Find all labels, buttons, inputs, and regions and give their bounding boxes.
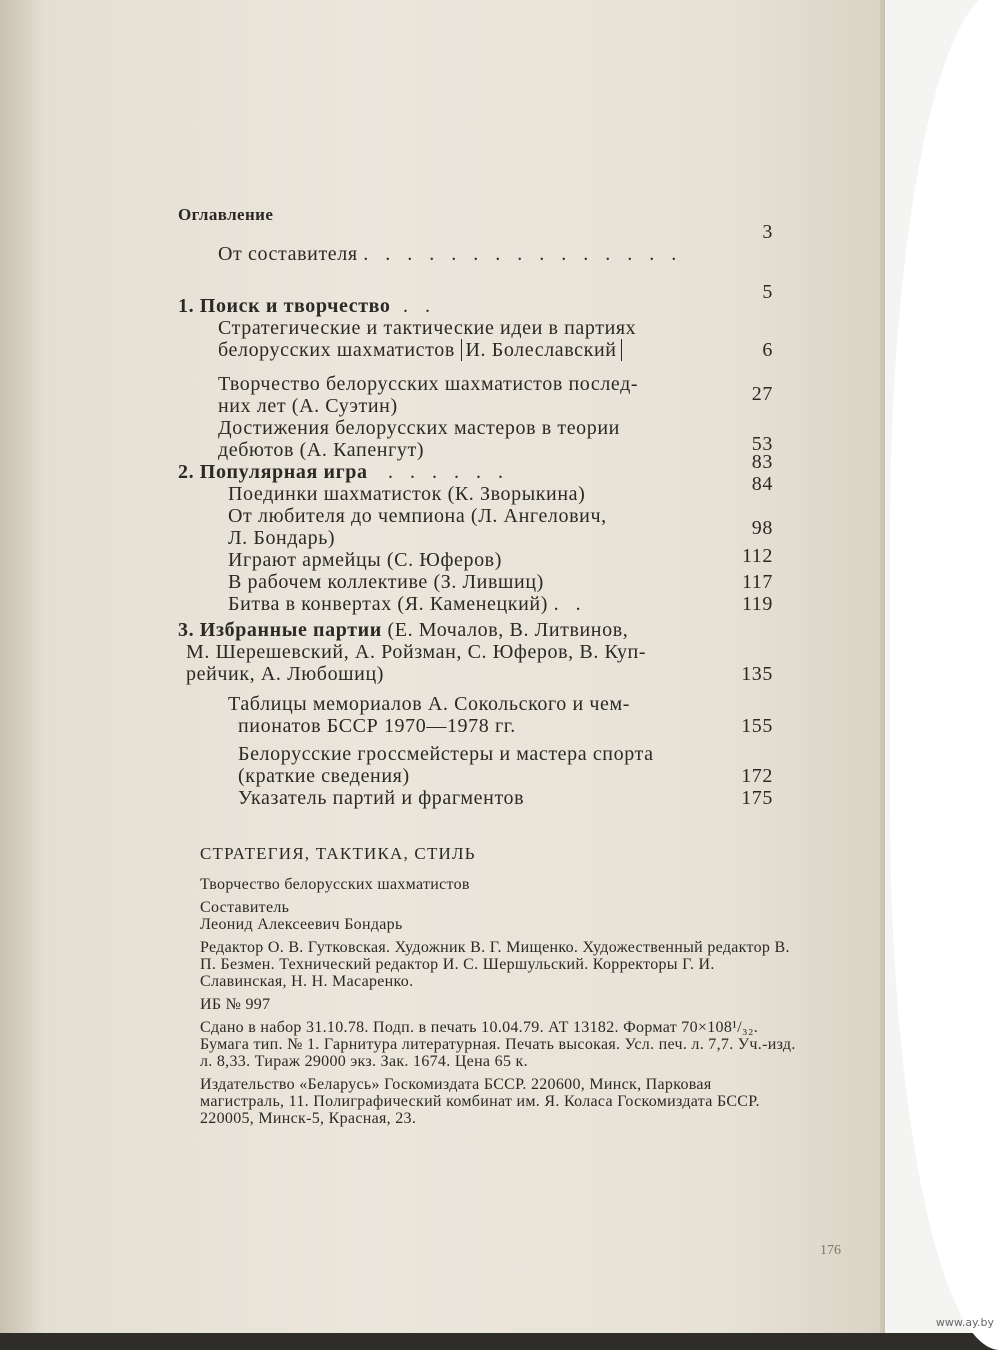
- toc-title: Оглавление: [178, 205, 274, 224]
- toc-entry: Таблицы мемориалов А. Сокольского и чем-: [228, 693, 631, 715]
- toc-entry: Стратегические и тактические идеи в партиях: [218, 317, 637, 339]
- print-info: Сдано в набор 31.10.78. Подп. в печать 10.04.79. АТ 13182. Формат 70×108¹/₃₂. Бумага тип. № 1. Гарнитура литературная. Печать высокая. Усл. печ. л. 7,7. Уч.-изд. л. 8,33. Тираж 29000 экз. Зак. 1674. Цена 65 к.: [200, 1019, 796, 1070]
- toc-section-3-authors: М. Шерешевский, А. Ройзман, С. Юферов, В. Куп-: [186, 641, 647, 663]
- toc-entry: Белорусские гроссмейстеры и мастера спорта: [238, 743, 654, 765]
- toc-entry: (краткие сведения) 172: [238, 765, 773, 787]
- toc-entry: них лет (А. Суэтин) 27: [218, 383, 773, 417]
- toc-entry: Достижения белорусских мастеров в теории: [218, 417, 620, 439]
- page-number: 176: [820, 1243, 841, 1258]
- toc-section-3: 3. Избранные партии (Е. Мочалов, В. Литвинов,: [178, 619, 629, 641]
- ib-number: ИБ № 997: [200, 996, 271, 1013]
- toc-section-2: 2. Популярная игра . . . . . . 83: [178, 451, 773, 483]
- toc-entry: дебютов (А. Капенгут) 53: [218, 433, 773, 461]
- toc-entry: Л. Бондарь) 98: [228, 517, 773, 549]
- toc-entry: Битва в конвертах (Я. Каменецкий) . . 119: [228, 593, 773, 615]
- toc-entry: Указатель партий и фрагментов 175: [238, 787, 773, 809]
- imprint-block: [200, 845, 800, 1133]
- book-title: СТРАТЕГИЯ, ТАКТИКА, СТИЛЬ: [200, 844, 476, 863]
- toc-entry: Поединки шахматисток (К. Зворыкина) 84: [228, 473, 773, 505]
- toc-entry-foreword: От составителя . . . . . . . . . . . . . . . 3: [218, 221, 773, 265]
- book-subtitle: Творчество белорусских шахматистов: [200, 876, 470, 893]
- toc-entry: Играют армейцы (С. Юферов) 112: [228, 545, 773, 571]
- editors-credits: Редактор О. В. Гутковская. Художник В. Г. Мищенко. Художественный редактор В. П. Безмен. Технический редактор И. С. Шершульский. Корректоры Г. И. Славинская, Н. Н. Масаренко.: [200, 939, 790, 990]
- publisher-info: Издательство «Беларусь» Госкомиздата БССР. 220600, Минск, Парковая магистраль, 11. Полиграфический комбинат им. Я. Коласа Госкомиздата БССР. 220005, Минск-5, Красная, 23.: [200, 1076, 760, 1127]
- toc-section-1: 1. Поиск и творчество . . 5: [178, 281, 773, 317]
- toc-entry: пионатов БССР 1970—1978 гг. 155: [238, 715, 773, 737]
- table-of-contents: [178, 205, 773, 809]
- toc-entry: От любителя до чемпиона (Л. Ангелович,: [228, 505, 607, 527]
- toc-entry: Творчество белорусских шахматистов послед-: [218, 373, 639, 395]
- toc-entry: белорусских шахматистов И. Болеславский 6: [218, 339, 773, 361]
- toc-section-3-authors: рейчик, А. Любошиц) 135: [186, 663, 773, 685]
- watermark: www.ay.by: [935, 1316, 994, 1329]
- toc-entry: В рабочем коллективе (З. Лившиц) 117: [228, 571, 773, 593]
- compiler-name: Леонид Алексеевич Бондарь: [200, 916, 403, 933]
- compiler-label: Составитель: [200, 899, 290, 916]
